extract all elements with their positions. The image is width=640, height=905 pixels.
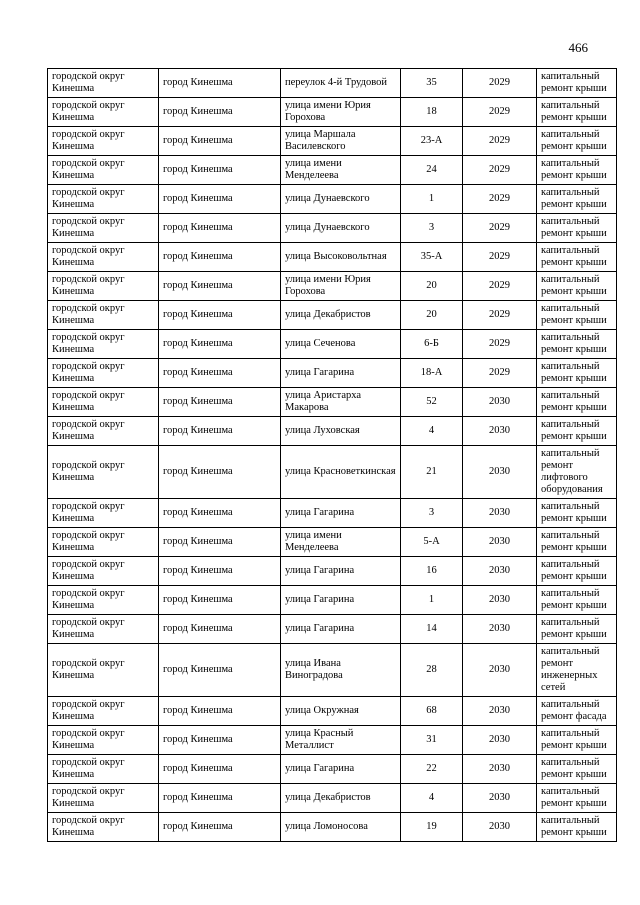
- table-row: [48, 359, 617, 388]
- year-cell: 2029: [463, 272, 537, 301]
- year-cell: 2029: [463, 301, 537, 330]
- street-cell: улица Гагарина: [281, 359, 401, 388]
- district-cell: городской округ Кинешма: [48, 586, 159, 615]
- table-row: [48, 813, 617, 842]
- work-type-cell: капитальный ремонт крыши: [537, 69, 617, 98]
- city-cell: город Кинешма: [159, 98, 281, 127]
- city-cell: город Кинешма: [159, 185, 281, 214]
- work-type-cell: капитальный ремонт фасада: [537, 697, 617, 726]
- year-cell: 2030: [463, 586, 537, 615]
- city-cell: город Кинешма: [159, 388, 281, 417]
- work-type-cell: капитальный ремонт крыши: [537, 388, 617, 417]
- work-type-cell: капитальный ремонт лифтового оборудования: [537, 446, 617, 499]
- city-cell: город Кинешма: [159, 697, 281, 726]
- work-type-cell: капитальный ремонт крыши: [537, 214, 617, 243]
- house-number-cell: 22: [401, 755, 463, 784]
- city-cell: город Кинешма: [159, 214, 281, 243]
- street-cell: улица Гагарина: [281, 499, 401, 528]
- house-number-cell: 24: [401, 156, 463, 185]
- year-cell: 2030: [463, 697, 537, 726]
- city-cell: город Кинешма: [159, 528, 281, 557]
- house-number-cell: 23-А: [401, 127, 463, 156]
- year-cell: 2030: [463, 557, 537, 586]
- table-row: [48, 417, 617, 446]
- registry-table: [47, 68, 617, 842]
- work-type-cell: капитальный ремонт крыши: [537, 528, 617, 557]
- year-cell: 2029: [463, 185, 537, 214]
- city-cell: город Кинешма: [159, 499, 281, 528]
- year-cell: 2029: [463, 214, 537, 243]
- table-row: [48, 388, 617, 417]
- district-cell: городской округ Кинешма: [48, 185, 159, 214]
- street-cell: улица Высоковольтная: [281, 243, 401, 272]
- house-number-cell: 5-А: [401, 528, 463, 557]
- house-number-cell: 18: [401, 98, 463, 127]
- street-cell: улица Аристарха Макарова: [281, 388, 401, 417]
- year-cell: 2030: [463, 755, 537, 784]
- city-cell: город Кинешма: [159, 417, 281, 446]
- table-row: [48, 615, 617, 644]
- district-cell: городской округ Кинешма: [48, 644, 159, 697]
- year-cell: 2029: [463, 156, 537, 185]
- district-cell: городской округ Кинешма: [48, 388, 159, 417]
- house-number-cell: 68: [401, 697, 463, 726]
- table-row: [48, 784, 617, 813]
- house-number-cell: 3: [401, 214, 463, 243]
- house-number-cell: 14: [401, 615, 463, 644]
- city-cell: город Кинешма: [159, 243, 281, 272]
- year-cell: 2030: [463, 644, 537, 697]
- year-cell: 2029: [463, 243, 537, 272]
- house-number-cell: 3: [401, 499, 463, 528]
- year-cell: 2030: [463, 726, 537, 755]
- district-cell: городской округ Кинешма: [48, 697, 159, 726]
- year-cell: 2029: [463, 330, 537, 359]
- work-type-cell: капитальный ремонт крыши: [537, 615, 617, 644]
- work-type-cell: капитальный ремонт крыши: [537, 359, 617, 388]
- house-number-cell: 6-Б: [401, 330, 463, 359]
- district-cell: городской округ Кинешма: [48, 755, 159, 784]
- house-number-cell: 52: [401, 388, 463, 417]
- district-cell: городской округ Кинешма: [48, 69, 159, 98]
- house-number-cell: 35: [401, 69, 463, 98]
- district-cell: городской округ Кинешма: [48, 214, 159, 243]
- house-number-cell: 16: [401, 557, 463, 586]
- district-cell: городской округ Кинешма: [48, 446, 159, 499]
- district-cell: городской округ Кинешма: [48, 156, 159, 185]
- year-cell: 2030: [463, 615, 537, 644]
- year-cell: 2030: [463, 813, 537, 842]
- city-cell: город Кинешма: [159, 156, 281, 185]
- district-cell: городской округ Кинешма: [48, 615, 159, 644]
- work-type-cell: капитальный ремонт крыши: [537, 557, 617, 586]
- house-number-cell: 28: [401, 644, 463, 697]
- year-cell: 2029: [463, 69, 537, 98]
- table-row: [48, 726, 617, 755]
- work-type-cell: капитальный ремонт крыши: [537, 784, 617, 813]
- city-cell: город Кинешма: [159, 813, 281, 842]
- table-row: [48, 185, 617, 214]
- street-cell: улица Красный Металлист: [281, 726, 401, 755]
- street-cell: улица Красноветкинская: [281, 446, 401, 499]
- street-cell: улица Луховская: [281, 417, 401, 446]
- table-row: [48, 557, 617, 586]
- table-row: [48, 243, 617, 272]
- city-cell: город Кинешма: [159, 69, 281, 98]
- district-cell: городской округ Кинешма: [48, 243, 159, 272]
- year-cell: 2030: [463, 784, 537, 813]
- street-cell: улица Дунаевского: [281, 185, 401, 214]
- district-cell: городской округ Кинешма: [48, 330, 159, 359]
- street-cell: улица имени Менделеева: [281, 528, 401, 557]
- street-cell: улица Гагарина: [281, 755, 401, 784]
- table-row: [48, 98, 617, 127]
- street-cell: улица Декабристов: [281, 784, 401, 813]
- district-cell: городской округ Кинешма: [48, 813, 159, 842]
- house-number-cell: 21: [401, 446, 463, 499]
- district-cell: городской округ Кинешма: [48, 784, 159, 813]
- year-cell: 2029: [463, 359, 537, 388]
- house-number-cell: 4: [401, 417, 463, 446]
- work-type-cell: капитальный ремонт крыши: [537, 301, 617, 330]
- district-cell: городской округ Кинешма: [48, 557, 159, 586]
- work-type-cell: капитальный ремонт инженерных сетей: [537, 644, 617, 697]
- work-type-cell: капитальный ремонт крыши: [537, 755, 617, 784]
- street-cell: улица Маршала Василевского: [281, 127, 401, 156]
- house-number-cell: 20: [401, 301, 463, 330]
- street-cell: улица имени Юрия Горохова: [281, 272, 401, 301]
- city-cell: город Кинешма: [159, 557, 281, 586]
- year-cell: 2030: [463, 446, 537, 499]
- street-cell: улица Ивана Виноградова: [281, 644, 401, 697]
- work-type-cell: капитальный ремонт крыши: [537, 417, 617, 446]
- registry-table-body: [48, 69, 617, 842]
- year-cell: 2030: [463, 499, 537, 528]
- street-cell: улица Гагарина: [281, 586, 401, 615]
- table-row: [48, 330, 617, 359]
- work-type-cell: капитальный ремонт крыши: [537, 243, 617, 272]
- house-number-cell: 20: [401, 272, 463, 301]
- table-row: [48, 446, 617, 499]
- district-cell: городской округ Кинешма: [48, 499, 159, 528]
- table-row: [48, 528, 617, 557]
- table-row: [48, 301, 617, 330]
- table-row: [48, 697, 617, 726]
- year-cell: 2029: [463, 98, 537, 127]
- table-row: [48, 127, 617, 156]
- work-type-cell: капитальный ремонт крыши: [537, 586, 617, 615]
- street-cell: улица имени Юрия Горохова: [281, 98, 401, 127]
- city-cell: город Кинешма: [159, 446, 281, 499]
- table-row: [48, 214, 617, 243]
- year-cell: 2030: [463, 417, 537, 446]
- street-cell: улица Окружная: [281, 697, 401, 726]
- house-number-cell: 1: [401, 185, 463, 214]
- street-cell: переулок 4-й Трудовой: [281, 69, 401, 98]
- house-number-cell: 1: [401, 586, 463, 615]
- city-cell: город Кинешма: [159, 359, 281, 388]
- street-cell: улица Сеченова: [281, 330, 401, 359]
- street-cell: улица имени Менделеева: [281, 156, 401, 185]
- table-row: [48, 156, 617, 185]
- city-cell: город Кинешма: [159, 586, 281, 615]
- street-cell: улица Декабристов: [281, 301, 401, 330]
- work-type-cell: капитальный ремонт крыши: [537, 499, 617, 528]
- street-cell: улица Ломоносова: [281, 813, 401, 842]
- year-cell: 2030: [463, 388, 537, 417]
- house-number-cell: 18-А: [401, 359, 463, 388]
- year-cell: 2030: [463, 528, 537, 557]
- year-cell: 2029: [463, 127, 537, 156]
- city-cell: город Кинешма: [159, 726, 281, 755]
- city-cell: город Кинешма: [159, 615, 281, 644]
- table-row: [48, 69, 617, 98]
- street-cell: улица Дунаевского: [281, 214, 401, 243]
- work-type-cell: капитальный ремонт крыши: [537, 272, 617, 301]
- district-cell: городской округ Кинешма: [48, 98, 159, 127]
- city-cell: город Кинешма: [159, 127, 281, 156]
- table-row: [48, 272, 617, 301]
- city-cell: город Кинешма: [159, 301, 281, 330]
- table-row: [48, 644, 617, 697]
- work-type-cell: капитальный ремонт крыши: [537, 726, 617, 755]
- house-number-cell: 19: [401, 813, 463, 842]
- work-type-cell: капитальный ремонт крыши: [537, 185, 617, 214]
- work-type-cell: капитальный ремонт крыши: [537, 813, 617, 842]
- page-number: 466: [568, 40, 588, 55]
- street-cell: улица Гагарина: [281, 557, 401, 586]
- work-type-cell: капитальный ремонт крыши: [537, 127, 617, 156]
- city-cell: город Кинешма: [159, 330, 281, 359]
- district-cell: городской округ Кинешма: [48, 301, 159, 330]
- work-type-cell: капитальный ремонт крыши: [537, 156, 617, 185]
- district-cell: городской округ Кинешма: [48, 528, 159, 557]
- city-cell: город Кинешма: [159, 272, 281, 301]
- district-cell: городской округ Кинешма: [48, 417, 159, 446]
- table-row: [48, 499, 617, 528]
- city-cell: город Кинешма: [159, 784, 281, 813]
- district-cell: городской округ Кинешма: [48, 726, 159, 755]
- city-cell: город Кинешма: [159, 644, 281, 697]
- table-row: [48, 586, 617, 615]
- district-cell: городской округ Кинешма: [48, 127, 159, 156]
- work-type-cell: капитальный ремонт крыши: [537, 98, 617, 127]
- district-cell: городской округ Кинешма: [48, 359, 159, 388]
- work-type-cell: капитальный ремонт крыши: [537, 330, 617, 359]
- house-number-cell: 4: [401, 784, 463, 813]
- street-cell: улица Гагарина: [281, 615, 401, 644]
- city-cell: город Кинешма: [159, 755, 281, 784]
- table-row: [48, 755, 617, 784]
- district-cell: городской округ Кинешма: [48, 272, 159, 301]
- house-number-cell: 35-А: [401, 243, 463, 272]
- house-number-cell: 31: [401, 726, 463, 755]
